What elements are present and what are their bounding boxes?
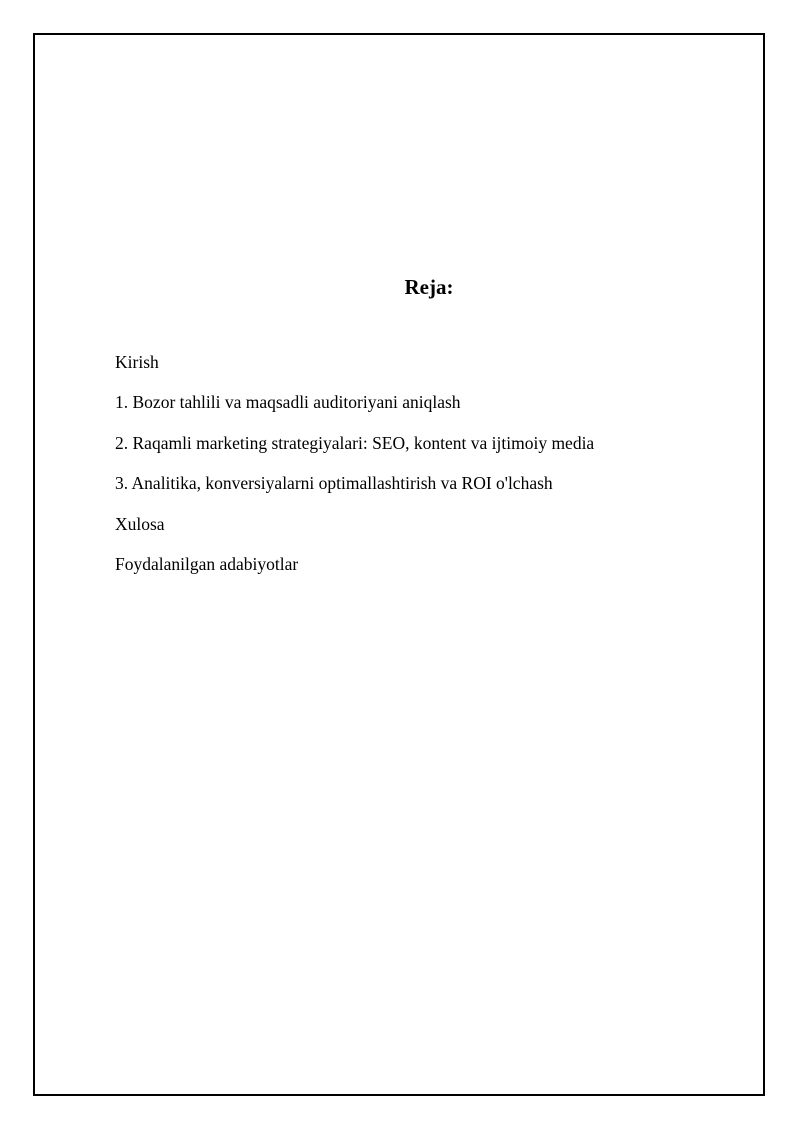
plan-item-references: Foydalanilgan adabiyotlar: [115, 553, 299, 574]
plan-item-2: 2. Raqamli marketing strategiyalari: SEO, kontent va ijtimoiy media: [115, 432, 595, 453]
plan-item-conclusion: Xulosa: [115, 513, 165, 534]
plan-item-3: 3. Analitika, konversiyalarni optimallashtirish va ROI o'lchash: [115, 473, 553, 494]
page-title: Reja:: [404, 275, 454, 299]
plan-item-intro: Kirish: [115, 352, 159, 372]
plan-list: [115, 352, 594, 594]
plan-item-1: 1. Bozor tahlili va maqsadli auditoriyani aniqlash: [115, 392, 461, 413]
